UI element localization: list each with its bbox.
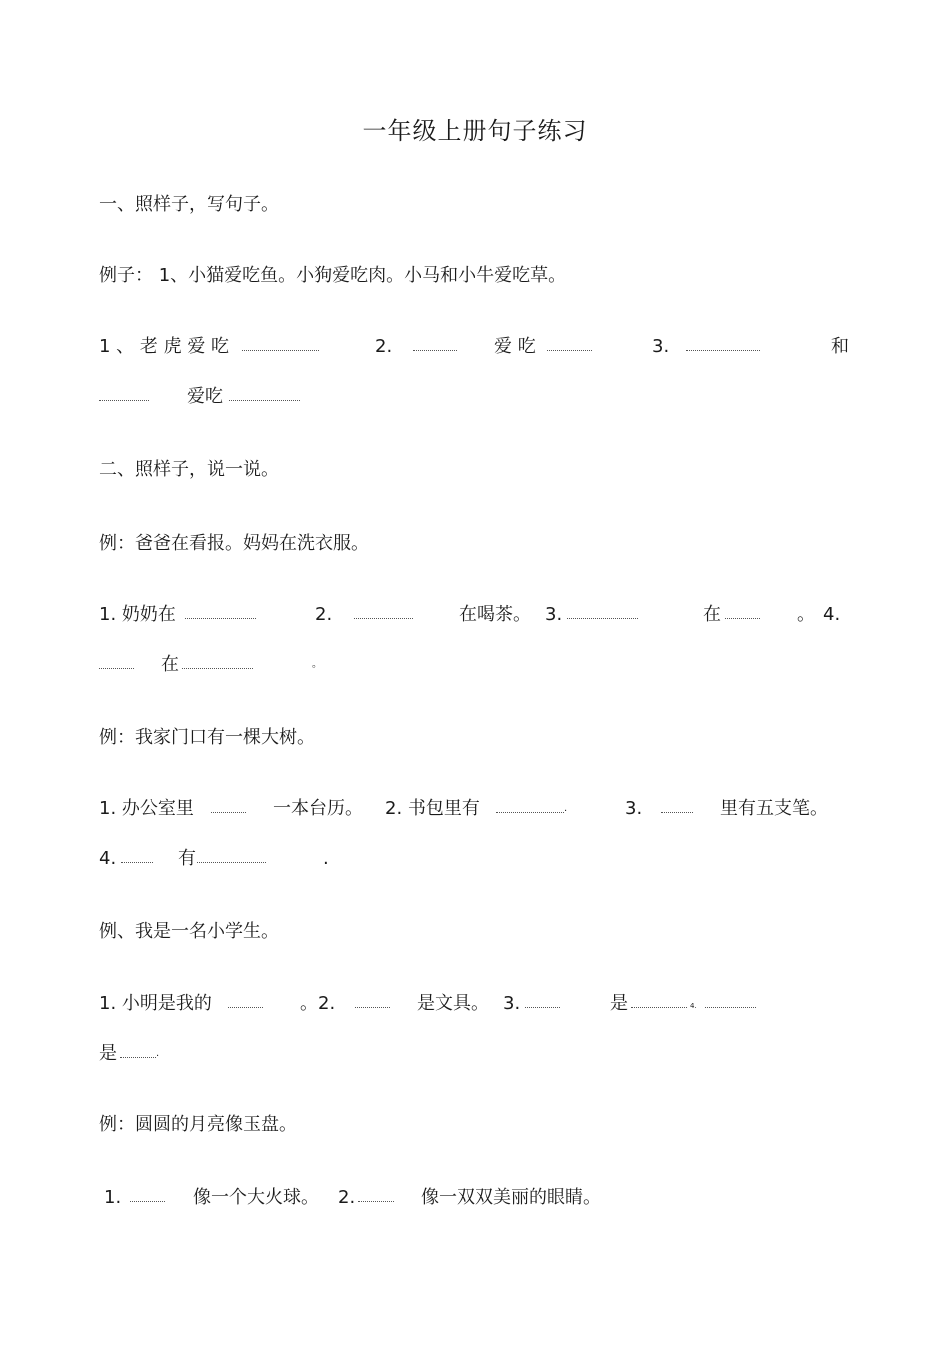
s1-q2-mid: 爱 吃	[494, 336, 536, 357]
s1-q1-blank[interactable]	[242, 350, 319, 351]
s2-ex1-q3-blank-a[interactable]	[567, 618, 638, 619]
s2-example4: 例：圆圆的月亮像玉盘。	[99, 1114, 297, 1135]
s2-ex4-q1-blank[interactable]	[130, 1201, 165, 1202]
page-title: 一年级上册句子练习	[362, 117, 588, 145]
s2-ex1-q3-blank-b[interactable]	[725, 618, 760, 619]
s2-ex3-q1-blank[interactable]	[228, 1007, 263, 1008]
s2-ex3-q4-dot: .	[156, 1048, 160, 1059]
s2-ex1-q4-end: 。	[312, 659, 322, 670]
s2-ex1-q3-mid: 在	[703, 604, 721, 625]
s1-q3-blank-c[interactable]	[229, 400, 300, 401]
s2-ex1-q3-end: 。	[797, 604, 815, 625]
section1-heading: 一、照样子，写句子。	[99, 194, 279, 215]
s2-example1: 例：爸爸在看报。妈妈在洗衣服。	[99, 533, 369, 554]
s2-ex3-q2-blank[interactable]	[355, 1007, 390, 1008]
s2-ex2-q3-blank[interactable]	[661, 812, 693, 813]
s2-ex2-q4-blank-b[interactable]	[197, 862, 266, 863]
s2-ex3-q3-blank-a[interactable]	[525, 1007, 560, 1008]
s2-ex1-q2: 2.	[315, 604, 333, 625]
s1-q2-label: 2.	[375, 336, 393, 357]
s2-ex4-q1: 1.	[104, 1187, 122, 1208]
s2-ex2-q1-end: 一本台历。	[273, 798, 363, 819]
s1-q3-end: 爱吃	[187, 386, 223, 407]
s1-q2-blank-b[interactable]	[547, 350, 592, 351]
s2-ex2-q3-end: 里有五支笔。	[720, 798, 828, 819]
s2-example2: 例：我家门口有一棵大树。	[99, 727, 315, 748]
s2-ex2-q2-blank[interactable]	[496, 812, 564, 813]
s2-ex2-q4-blank-a[interactable]	[121, 862, 153, 863]
s2-ex3-q4-blank-a[interactable]	[705, 1007, 756, 1008]
s2-ex3-q3-blank-b[interactable]	[631, 1007, 687, 1008]
s2-ex1-q4: 4.	[823, 604, 841, 625]
s2-ex1-q4-mid: 在	[161, 654, 179, 675]
s1-q2-blank-a[interactable]	[413, 350, 457, 351]
s2-ex4-q2: 2.	[338, 1187, 356, 1208]
s2-ex1-q3: 3.	[545, 604, 563, 625]
s1-q3-blank-a[interactable]	[686, 350, 760, 351]
s2-ex3-q3: 3.	[503, 993, 521, 1014]
s2-ex3-q4-blank-b[interactable]	[120, 1057, 156, 1058]
s2-ex1-q1: 1. 奶奶在	[99, 604, 176, 625]
s1-q3-label: 3.	[652, 336, 670, 357]
s2-example3: 例、我是一名小学生。	[99, 921, 279, 942]
s2-ex2-q4-mid: 有	[178, 848, 196, 869]
s2-ex1-q1-blank[interactable]	[185, 618, 256, 619]
s2-ex2-q2-dot: .	[564, 803, 568, 814]
s1-q3-and: 和	[831, 336, 849, 357]
s2-ex3-q4-end: 是	[99, 1043, 117, 1064]
s2-ex3-q1-end: 。2.	[300, 993, 336, 1014]
s1-q1-label: 1 、 老 虎 爱 吃	[99, 336, 230, 357]
s2-ex2-q1: 1. 办公室里	[99, 798, 194, 819]
s2-ex2-q1-blank[interactable]	[211, 812, 246, 813]
section2-heading: 二、照样子，说一说。	[99, 459, 279, 480]
s2-ex1-q4-blank-a[interactable]	[99, 668, 134, 669]
s1-q3-blank-b[interactable]	[99, 400, 149, 401]
s2-ex4-q1-end: 像一个大火球。	[193, 1187, 319, 1208]
s2-ex3-q2-end: 是文具。	[417, 993, 489, 1014]
s2-ex1-q2-blank[interactable]	[354, 618, 413, 619]
s2-ex3-q1: 1. 小明是我的	[99, 993, 212, 1014]
s2-ex2-q4-end: .	[323, 848, 329, 869]
s2-ex2-q4: 4.	[99, 848, 117, 869]
section1-example: 例子： 1、小猫爱吃鱼。小狗爱吃肉。小马和小牛爱吃草。	[99, 265, 567, 286]
s2-ex3-q4-label: 4.	[690, 1002, 697, 1010]
s2-ex2-q2: 2. 书包里有	[385, 798, 480, 819]
s2-ex3-q3-mid: 是	[610, 993, 628, 1014]
s2-ex2-q3: 3.	[625, 798, 643, 819]
s2-ex1-q2-end: 在喝茶。	[459, 604, 531, 625]
s2-ex4-q2-end: 像一双双美丽的眼睛。	[421, 1187, 601, 1208]
s2-ex4-q2-blank[interactable]	[358, 1201, 394, 1202]
s2-ex1-q4-blank-b[interactable]	[182, 668, 253, 669]
